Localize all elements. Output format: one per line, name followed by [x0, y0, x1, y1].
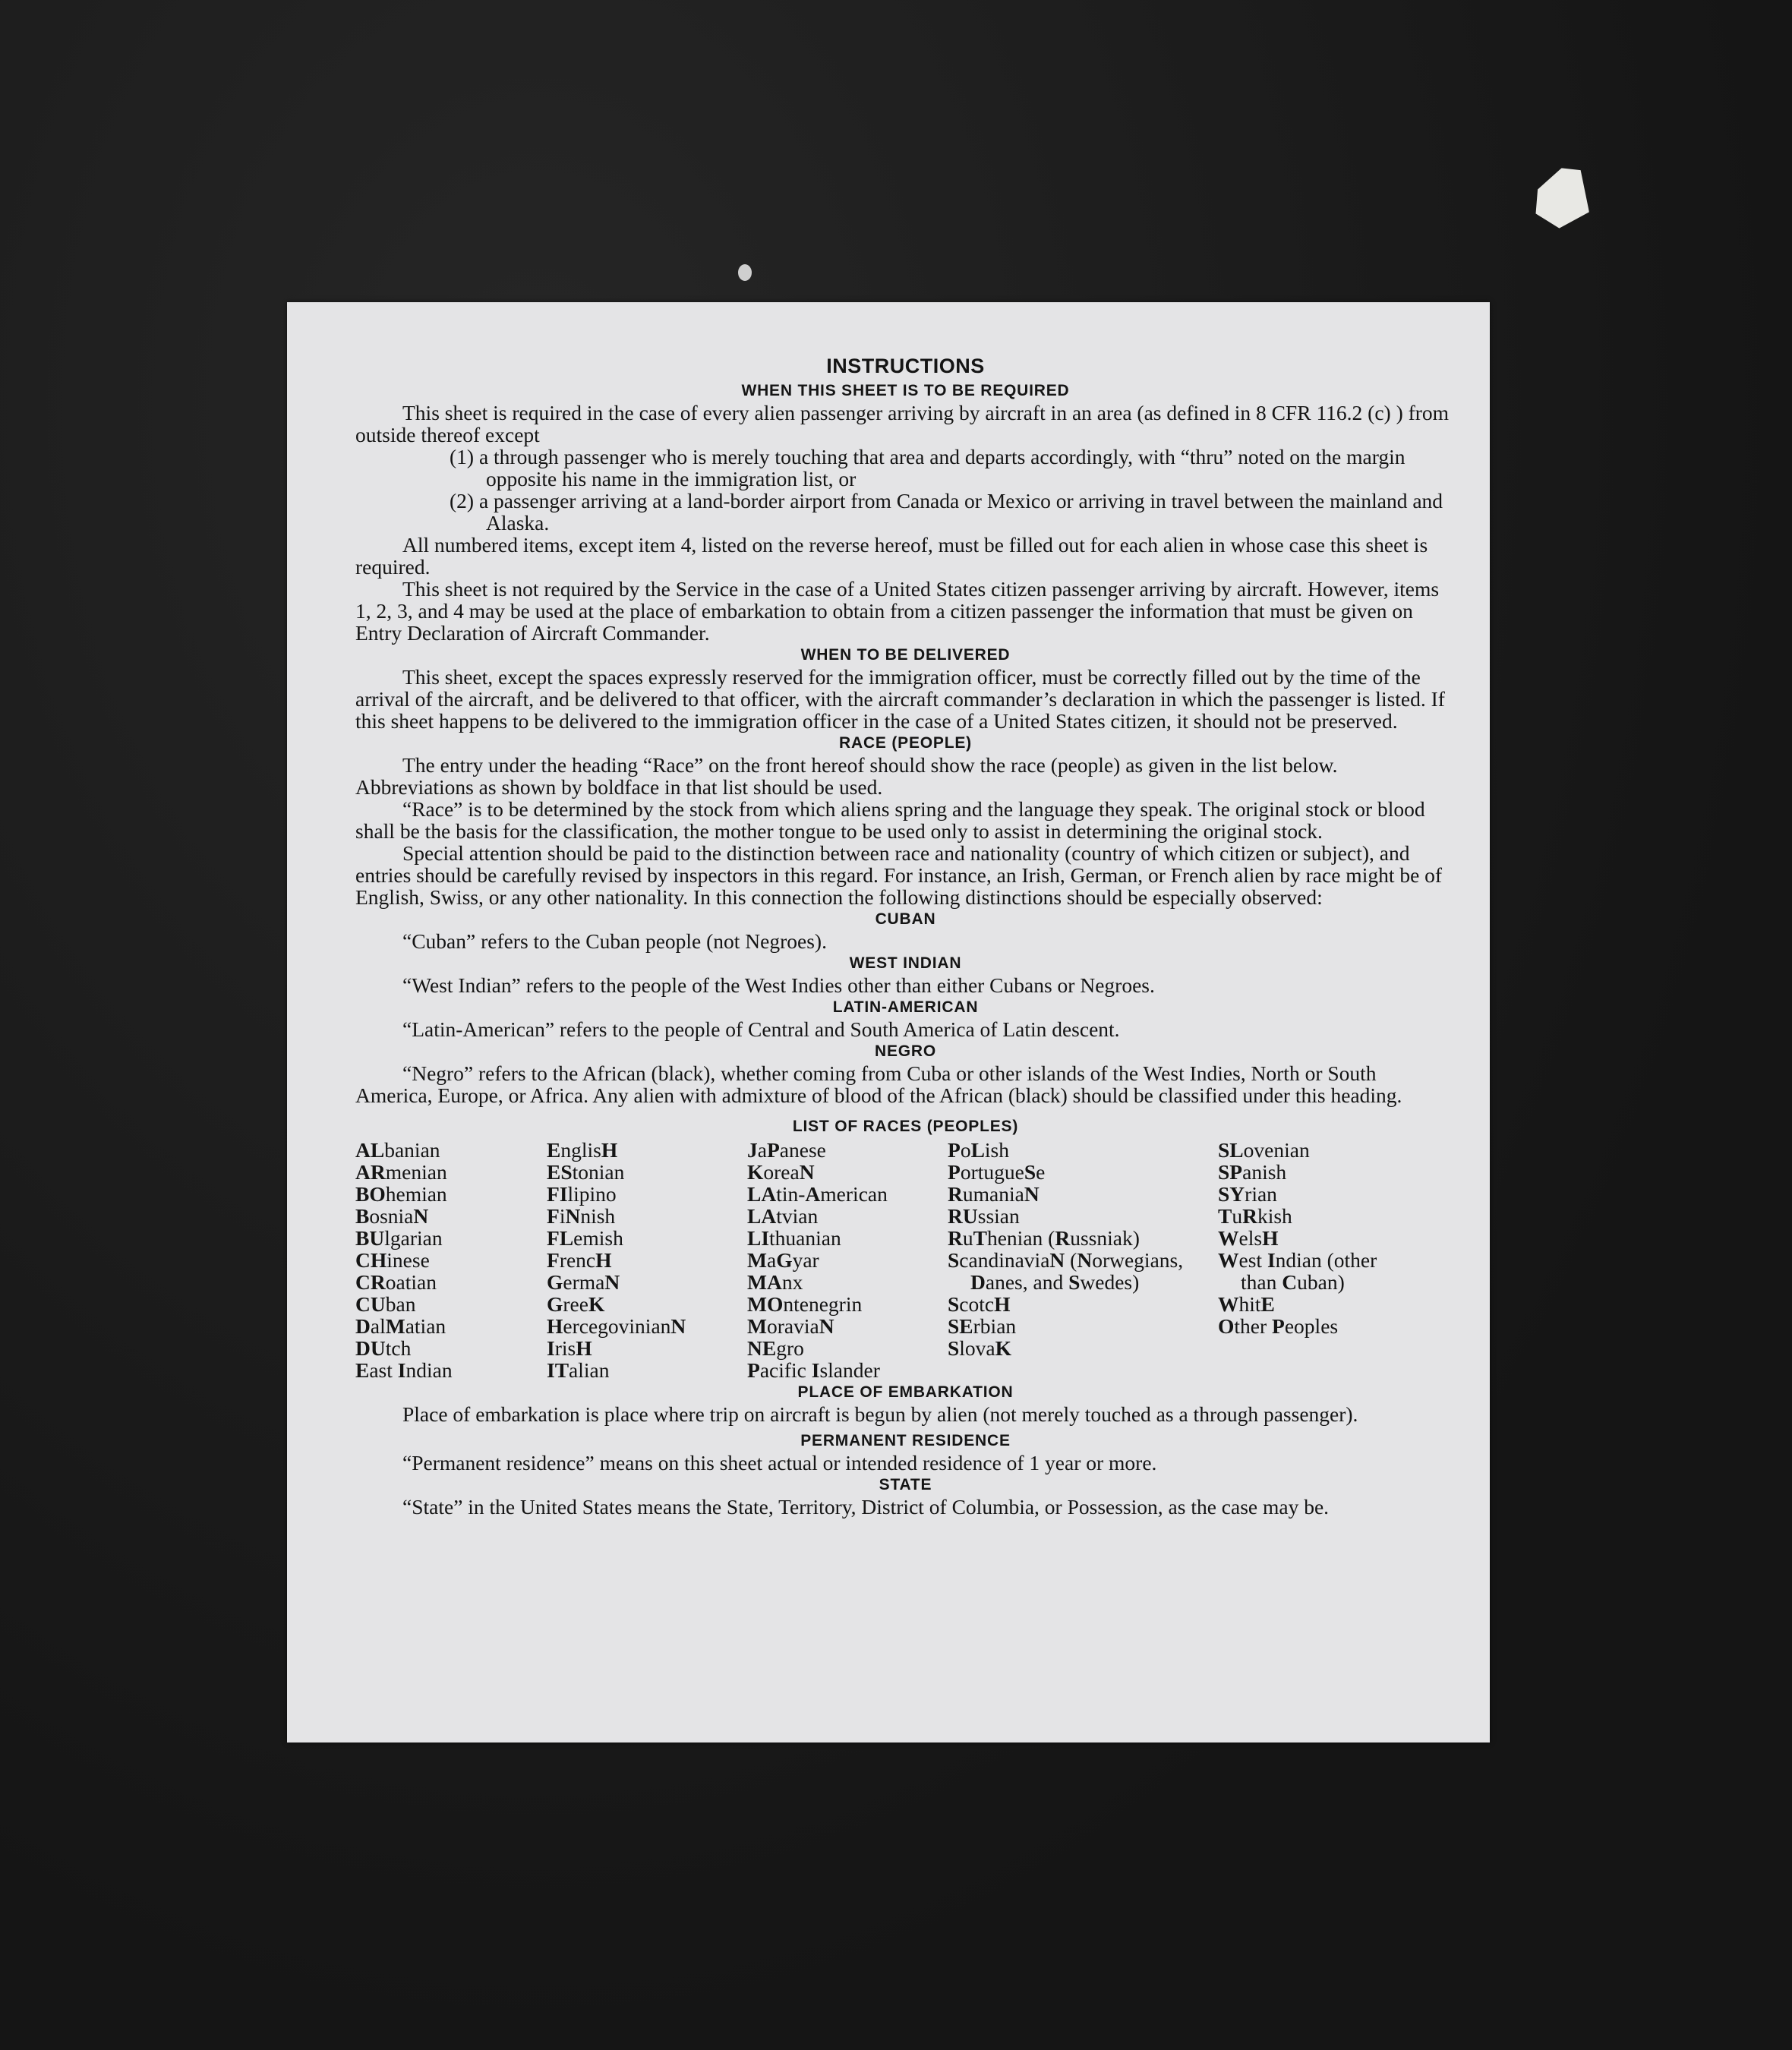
list-item: (2) a passenger arriving at a land-border airport from Canada or Mexico or arriving in travel between the mainland and Alaska.: [450, 489, 1443, 535]
race-item: BOhemian: [355, 1182, 447, 1206]
race-item: NEgro: [747, 1336, 804, 1360]
punch-hole: [738, 264, 752, 281]
race-item: EStonian: [547, 1160, 625, 1184]
section-heading: LIST OF RACES (PEOPLES): [792, 1118, 1019, 1135]
section-heading: CUBAN: [875, 910, 936, 928]
race-item: CHinese: [355, 1248, 430, 1272]
paragraph: “West Indian” refers to the people of the West Indies other than either Cubans or Negroes.: [402, 973, 1155, 997]
paragraph: This sheet, except the spaces expressly reserved for the immigration officer, must be correctly filled out by the time of the arrival of the aircraft, and be delivered to that officer, with the aircraft commander’s declaration in which the passenger is listed. If this sheet happens to be delivered to the immigration officer in the case of a United States citizen, it should not be preserved.: [355, 665, 1445, 733]
race-item: KoreaN: [747, 1160, 815, 1184]
race-item: GermaN: [547, 1270, 620, 1294]
section-heading: STATE: [879, 1476, 932, 1493]
paragraph: “Latin-American” refers to the people of Central and South America of Latin descent.: [402, 1017, 1120, 1041]
race-item: ALbanian: [355, 1138, 440, 1162]
race-item: Other Peoples: [1218, 1314, 1339, 1338]
race-column: [547, 1139, 747, 1381]
race-item: FiNnish: [547, 1204, 616, 1228]
race-column: [948, 1139, 1218, 1381]
section-heading: RACE (PEOPLE): [839, 734, 972, 752]
section-heading: WHEN THIS SHEET IS TO BE REQUIRED: [741, 382, 1070, 399]
race-item: CRoatian: [355, 1270, 437, 1294]
race-item: WhitE: [1218, 1292, 1275, 1316]
paragraph: The entry under the heading “Race” on the front hereof should show the race (people) as given in the list below. Abbreviations as shown by boldface in that list should be used.: [355, 753, 1338, 799]
document-sheet: [287, 302, 1490, 1742]
race-item: MOntenegrin: [747, 1292, 863, 1316]
race-item: LIthuanian: [747, 1226, 841, 1250]
race-item: MAnx: [747, 1270, 803, 1294]
paragraph: “Cuban” refers to the Cuban people (not Negroes).: [402, 929, 827, 953]
section-heading: NEGRO: [874, 1042, 936, 1060]
race-item: PortugueSe: [948, 1160, 1046, 1184]
race-item: IrisH: [547, 1336, 592, 1360]
race-column: [1218, 1139, 1415, 1381]
race-column: [355, 1139, 547, 1381]
race-item: SPanish: [1218, 1160, 1287, 1184]
race-item: MaGyar: [747, 1248, 819, 1272]
list-item: (1) a through passenger who is merely touching that area and departs accordingly, with “thru” noted on the margin opposite his name in the immigration list, or: [450, 445, 1406, 490]
section-heading: WEST INDIAN: [849, 954, 962, 972]
race-item: BosniaN: [355, 1204, 429, 1228]
section-heading: PERMANENT RESIDENCE: [800, 1432, 1011, 1449]
paragraph: This sheet is not required by the Service in the case of a United States citizen passenger arriving by aircraft. However, items 1, 2, 3, and 4 may be used at the place of embarkation to obtain from a citizen passenger the information that must be given on Entry Declaration of Aircraft Commander.: [355, 577, 1440, 645]
paragraph: All numbered items, except item 4, listed on the reverse hereof, must be filled out for each alien in whose case this sheet is required.: [355, 533, 1428, 579]
race-list: [355, 1139, 1456, 1381]
race-item: RuThenian (Russniak): [948, 1226, 1140, 1250]
race-item: EnglisH: [547, 1138, 618, 1162]
race-item: DUtch: [355, 1336, 412, 1360]
race-item: DalMatian: [355, 1314, 446, 1338]
race-item: Pacific Islander: [747, 1358, 880, 1382]
race-item: TuRkish: [1218, 1204, 1292, 1228]
race-item: LAtvian: [747, 1204, 819, 1228]
section-heading: LATIN-AMERICAN: [832, 998, 979, 1016]
race-item: PoLish: [948, 1138, 1009, 1162]
race-item: RUssian: [948, 1204, 1020, 1228]
race-item: WelsH: [1218, 1226, 1279, 1250]
race-item: FrencH: [547, 1248, 612, 1272]
race-item: BUlgarian: [355, 1226, 443, 1250]
race-item: CUban: [355, 1292, 416, 1316]
race-item: GreeK: [547, 1292, 605, 1316]
race-item: SYrian: [1218, 1182, 1277, 1206]
race-item: LAtin-American: [747, 1182, 888, 1206]
paragraph: Place of embarkation is place where trip on aircraft is begun by alien (not merely touched as a through passenger).: [402, 1402, 1358, 1426]
race-item: MoraviaN: [747, 1314, 834, 1338]
race-item: SLovenian: [1218, 1138, 1310, 1162]
race-item: SErbian: [948, 1314, 1017, 1338]
race-item: ITalian: [547, 1358, 610, 1382]
race-item: FIlipino: [547, 1182, 617, 1206]
paragraph: “State” in the United States means the State, Territory, District of Columbia, or Possession, as the case may be.: [402, 1495, 1330, 1519]
paragraph: “Permanent residence” means on this sheet actual or intended residence of 1 year or more.: [402, 1451, 1157, 1474]
race-item: ARmenian: [355, 1160, 447, 1184]
paragraph: “Race” is to be determined by the stock from which aliens spring and the language they speak. The original stock or blood shall be the basis for the classification, the mother tongue to be used only to assist in determining the original stock.: [355, 797, 1425, 843]
page-title: INSTRUCTIONS: [826, 355, 985, 377]
race-column: [747, 1139, 948, 1381]
paragraph: Special attention should be paid to the distinction between race and nationality (country of which citizen or subject), and entries should be carefully revised by inspectors in this regard. For instance, an Irish, German, or French alien by race might be of English, Swiss, or any other nationality. In this connection the following distinctions should be especially observed:: [355, 841, 1443, 909]
paragraph: This sheet is required in the case of every alien passenger arriving by aircraft in an area (as defined in 8 CFR 116.2 (c) ) from outside thereof except: [355, 401, 1450, 446]
race-item: SlovaK: [948, 1336, 1012, 1360]
race-item: FLemish: [547, 1226, 623, 1250]
race-item: HercegovinianN: [547, 1314, 686, 1338]
race-item: RumaniaN: [948, 1182, 1040, 1206]
section-heading: WHEN TO BE DELIVERED: [800, 646, 1011, 664]
paragraph: “Negro” refers to the African (black), whether coming from Cuba or other islands of the West Indies, North or South America, Europe, or Africa. Any alien with admixture of blood of the African (black) should be classified under this heading.: [355, 1061, 1402, 1107]
section-heading: PLACE OF EMBARKATION: [797, 1383, 1014, 1401]
race-item: East Indian: [355, 1358, 453, 1382]
race-item: ScandinaviaN (Norwegians, Danes, and Swedes): [948, 1248, 1184, 1294]
race-item: West Indian (other than Cuban): [1218, 1248, 1377, 1294]
race-item: ScotcH: [948, 1292, 1011, 1316]
race-item: JaPanese: [747, 1138, 826, 1162]
